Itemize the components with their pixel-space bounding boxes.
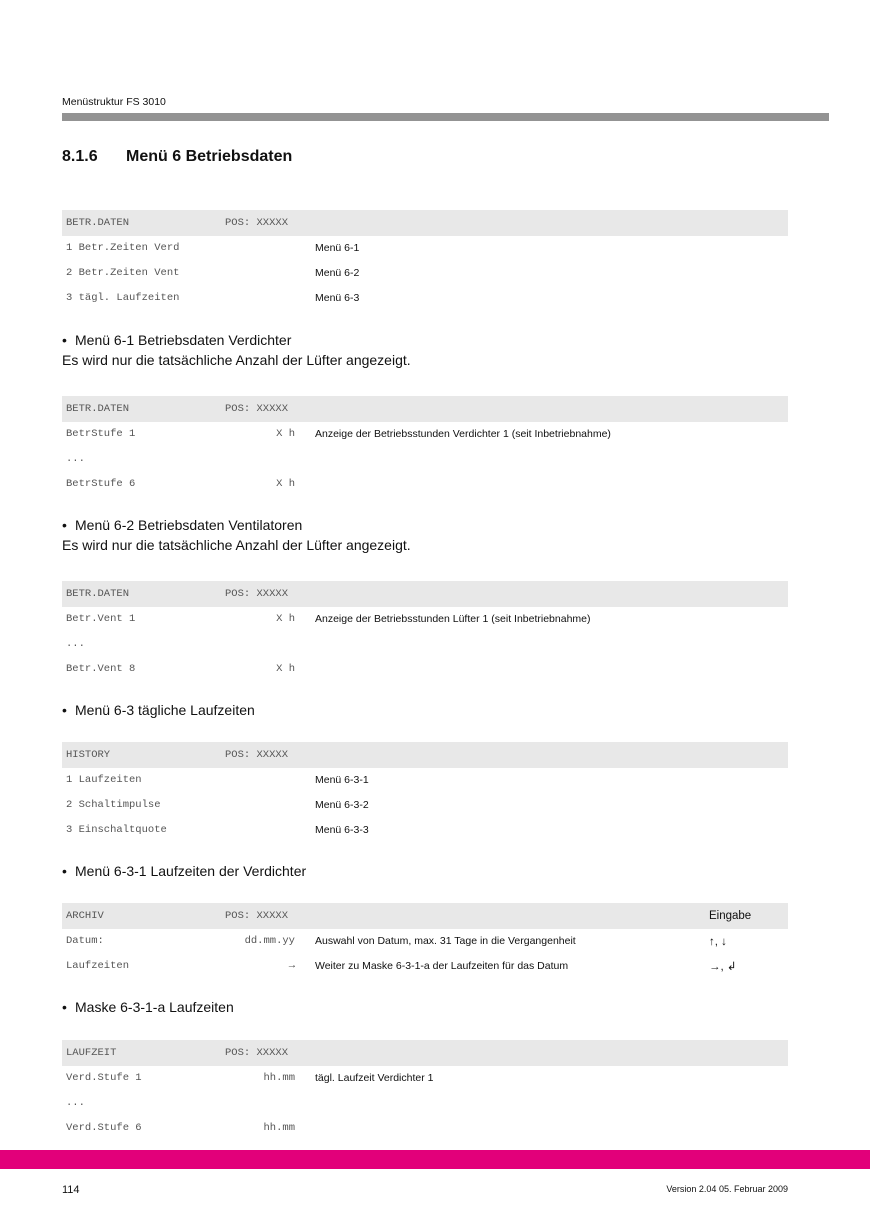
row-label: ... (66, 1097, 85, 1109)
row-label: ... (66, 638, 85, 650)
section-number: 8.1.6 (62, 148, 98, 165)
intro-note: Es wird nur die tatsächliche Anzahl der Lüfter angezeigt. (62, 352, 411, 368)
row-desc: Anzeige der Betriebsstunden Lüfter 1 (seit Inbetriebnahme) (315, 613, 591, 625)
page-number: 114 (62, 1184, 80, 1196)
row-input-keys: →, ↲ (709, 961, 737, 973)
table-row (62, 447, 788, 472)
header-pos: POS: XXXXX (225, 403, 289, 415)
row-label: Betr.Vent 8 (66, 663, 136, 675)
row-label: BetrStufe 6 (66, 478, 136, 490)
row-value: X h (276, 428, 295, 440)
intro-text (62, 330, 411, 370)
row-label: Datum: (66, 935, 104, 947)
header-pos: POS: XXXXX (225, 910, 289, 922)
row-desc: Menü 6-3-3 (315, 824, 369, 836)
intro-text (62, 997, 234, 1017)
table-row (62, 768, 788, 793)
table-row (62, 422, 788, 447)
row-desc: Menü 6-3-2 (315, 799, 369, 811)
row-label: 1 Betr.Zeiten Verd (66, 242, 180, 254)
header-pos: POS: XXXXX (225, 749, 289, 761)
bullet-heading: • Menü 6-2 Betriebsdaten Ventilatoren (62, 515, 411, 535)
table-row (62, 607, 788, 632)
row-label: 3 Einschaltquote (66, 824, 167, 836)
header-title: BETR.DATEN (66, 588, 130, 600)
table-row (62, 1066, 788, 1091)
header-title: ARCHIV (66, 910, 104, 922)
row-label: Verd.Stufe 6 (66, 1122, 142, 1134)
intro-text (62, 861, 306, 881)
menu-table (62, 1040, 788, 1141)
row-label: BetrStufe 1 (66, 428, 136, 440)
header-title: BETR.DATEN (66, 403, 130, 415)
section-title-text: Menü 6 Betriebsdaten (126, 148, 293, 165)
row-label: Verd.Stufe 1 (66, 1072, 142, 1084)
header-title: BETR.DATEN (66, 217, 130, 229)
row-label: ... (66, 453, 85, 465)
table-row (62, 261, 788, 286)
row-desc: Menü 6-3 (315, 292, 360, 304)
table-row (62, 472, 788, 497)
table-header (62, 581, 788, 607)
row-desc: Auswahl von Datum, max. 31 Tage in die Vergangenheit (315, 935, 576, 947)
intro-text (62, 515, 411, 555)
table-row (62, 818, 788, 843)
table-row (62, 793, 788, 818)
table-header (62, 396, 788, 422)
row-desc: Weiter zu Maske 6-3-1-a der Laufzeiten für das Datum (315, 960, 569, 972)
row-value: → (288, 960, 295, 972)
row-value: hh.mm (263, 1072, 295, 1084)
row-label: 2 Schaltimpulse (66, 799, 161, 811)
version-info: Version 2.04 05. Februar 2009 (666, 1184, 788, 1194)
row-value: X h (276, 663, 295, 675)
table-header (62, 210, 788, 236)
row-desc: tägl. Laufzeit Verdichter 1 (315, 1072, 434, 1084)
row-value: dd.mm.yy (244, 935, 295, 947)
table-header (62, 1040, 788, 1066)
menu-table (62, 210, 788, 311)
table-row (62, 954, 788, 979)
menu-table (62, 903, 788, 979)
menu-table (62, 581, 788, 682)
table-row (62, 929, 788, 954)
table-header (62, 903, 788, 929)
row-value: X h (276, 478, 295, 490)
footer-accent-bar (0, 1150, 870, 1169)
row-input-keys: ↑, ↓ (709, 936, 727, 948)
running-head: Menüstruktur FS 3010 (62, 96, 166, 108)
header-pos: POS: XXXXX (225, 588, 289, 600)
row-value: X h (276, 613, 295, 625)
menu-table (62, 742, 788, 843)
row-desc: Menü 6-3-1 (315, 774, 369, 786)
bullet-heading: • Maske 6-3-1-a Laufzeiten (62, 997, 234, 1017)
row-label: 1 Laufzeiten (66, 774, 142, 786)
header-pos: POS: XXXXX (225, 1047, 289, 1059)
table-row (62, 1091, 788, 1116)
row-value: hh.mm (263, 1122, 295, 1134)
menu-table (62, 396, 788, 497)
section-title (62, 148, 292, 166)
table-row (62, 286, 788, 311)
bullet-heading: • Menü 6-3-1 Laufzeiten der Verdichter (62, 861, 306, 881)
table-row (62, 236, 788, 261)
row-desc: Anzeige der Betriebsstunden Verdichter 1 (seit Inbetriebnahme) (315, 428, 611, 440)
table-row (62, 1116, 788, 1141)
table-header (62, 742, 788, 768)
row-desc: Menü 6-2 (315, 267, 360, 279)
table-row (62, 632, 788, 657)
bullet-heading: • Menü 6-1 Betriebsdaten Verdichter (62, 330, 411, 350)
intro-note: Es wird nur die tatsächliche Anzahl der Lüfter angezeigt. (62, 537, 411, 553)
header-title: HISTORY (66, 749, 111, 761)
header-title: LAUFZEIT (66, 1047, 117, 1059)
row-label: Betr.Vent 1 (66, 613, 136, 625)
row-label: 2 Betr.Zeiten Vent (66, 267, 180, 279)
row-label: Laufzeiten (66, 960, 130, 972)
row-desc: Menü 6-1 (315, 242, 360, 254)
table-row (62, 657, 788, 682)
header-input: Eingabe (709, 910, 752, 922)
header-pos: POS: XXXXX (225, 217, 289, 229)
header-rule (62, 113, 829, 121)
bullet-heading: • Menü 6-3 tägliche Laufzeiten (62, 700, 255, 720)
row-label: 3 tägl. Laufzeiten (66, 292, 180, 304)
intro-text (62, 700, 255, 720)
